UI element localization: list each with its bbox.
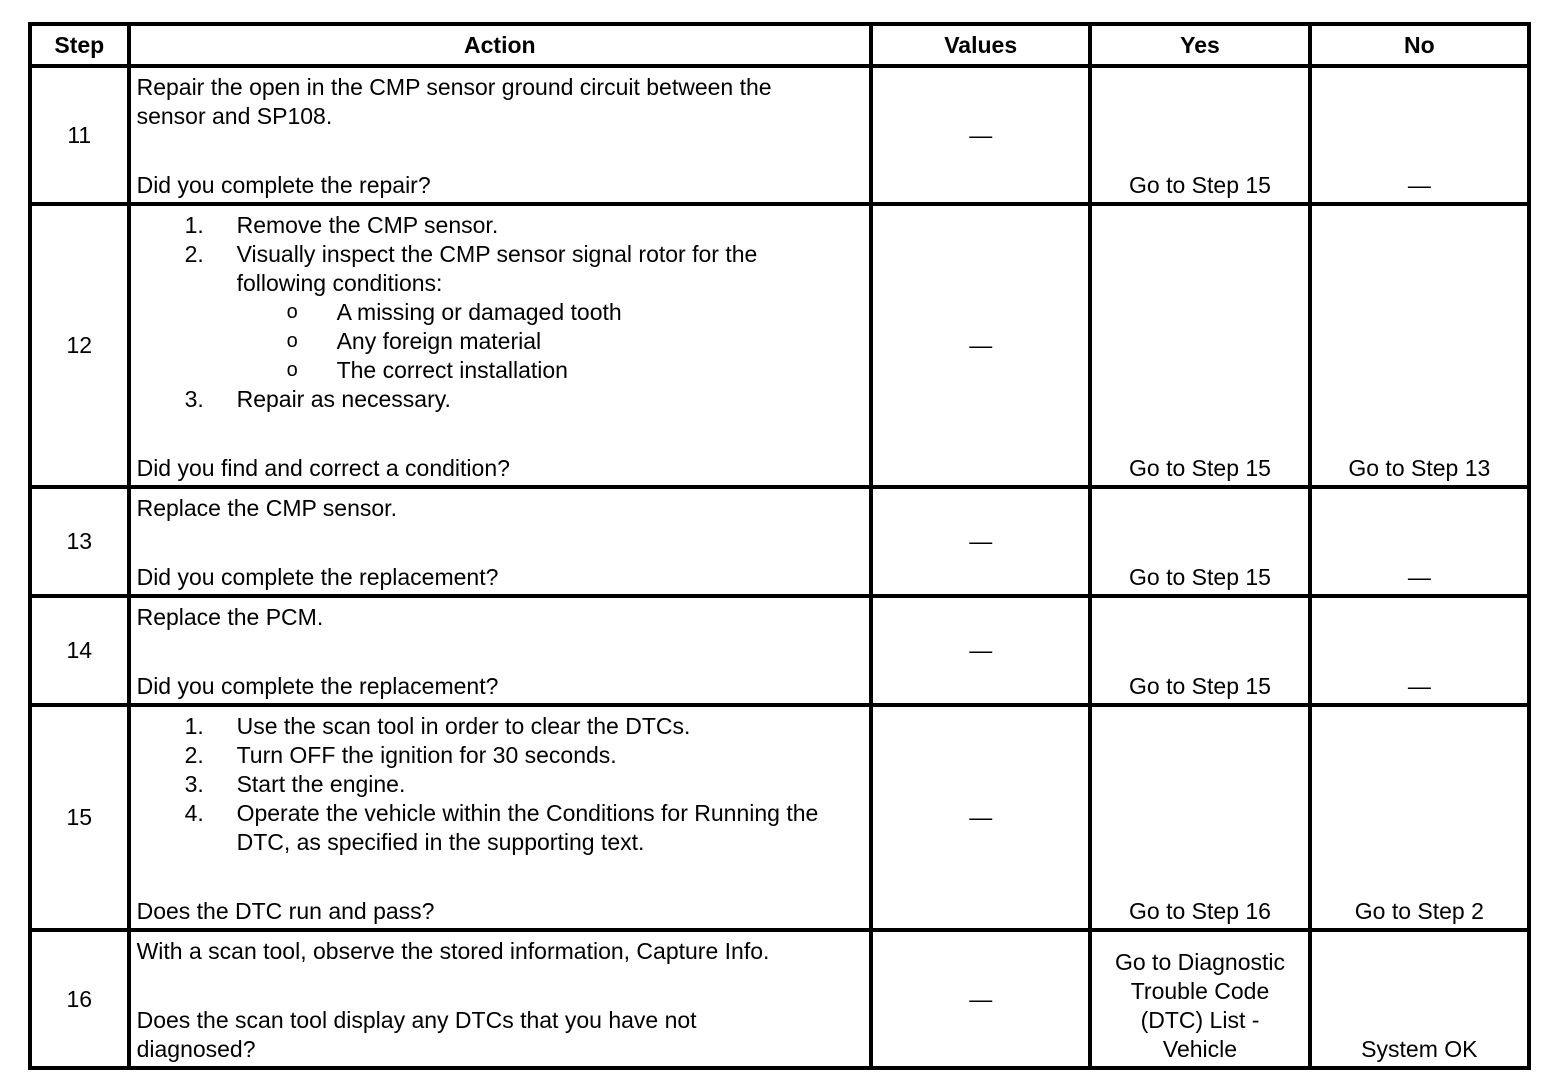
table-row — [30, 66, 1529, 204]
values-cell: — — [871, 930, 1090, 1068]
list-item: 3. Repair as necessary. — [184, 386, 451, 412]
list-item: 3. Start the engine. — [184, 771, 406, 797]
no-cell: — — [1310, 487, 1529, 596]
action-cell — [129, 204, 871, 487]
list-item: 2. Visually inspect the CMP sensor signal rotor for the following conditions: o A missing or damaged tooth o Any foreign material o The correct installation — [137, 240, 861, 385]
yes-cell: Go to Step 16 — [1090, 705, 1309, 930]
action-steps — [137, 211, 861, 414]
action-question: Does the scan tool display any DTCs that you have not diagnosed? — [136, 1007, 697, 1062]
diagnostic-table — [28, 22, 1531, 1070]
action-question: Did you complete the replacement? — [136, 673, 499, 699]
list-item: 1. Use the scan tool in order to clear the DTCs. — [184, 713, 691, 739]
values-cell: — — [871, 596, 1090, 705]
values-cell: — — [871, 204, 1090, 487]
action-intro: Replace the CMP sensor. — [136, 495, 397, 521]
action-intro: With a scan tool, observe the stored information, Capture Info. — [136, 938, 770, 964]
action-cell — [129, 487, 871, 596]
yes-cell: Go to Step 15 — [1090, 204, 1309, 487]
action-question: Did you complete the repair? — [136, 172, 431, 198]
action-cell — [129, 930, 871, 1068]
step-number: 11 — [30, 66, 129, 204]
header-action: Action — [129, 24, 871, 66]
yes-cell: Go to Step 15 — [1090, 66, 1309, 204]
list-item: 4. Operate the vehicle within the Conditions for Running the DTC, as specified in the supporting text. — [184, 800, 819, 855]
list-item: 2. Turn OFF the ignition for 30 seconds. — [184, 742, 617, 768]
action-cell — [129, 66, 871, 204]
header-values: Values — [871, 24, 1090, 66]
action-intro: Replace the PCM. — [136, 604, 324, 630]
step-number: 14 — [30, 596, 129, 705]
action-intro: Repair the open in the CMP sensor ground circuit between the sensor and SP108. — [136, 74, 772, 129]
sub-list-item: o The correct installation — [286, 357, 568, 383]
values-cell: — — [871, 66, 1090, 204]
action-question: Did you find and correct a condition? — [136, 455, 510, 481]
sub-list-item: o Any foreign material — [286, 328, 542, 354]
no-cell: — — [1310, 596, 1529, 705]
sub-list-item: o A missing or damaged tooth — [286, 299, 622, 325]
table-row — [30, 487, 1529, 596]
table-row — [30, 705, 1529, 930]
no-cell: Go to Step 2 — [1310, 705, 1529, 930]
header-row — [30, 24, 1529, 66]
list-item: 1. Remove the CMP sensor. — [184, 212, 499, 238]
step-number: 13 — [30, 487, 129, 596]
table-row — [30, 596, 1529, 705]
step-number: 15 — [30, 705, 129, 930]
no-cell: — — [1310, 66, 1529, 204]
no-cell: System OK — [1310, 930, 1529, 1068]
action-cell — [129, 705, 871, 930]
header-step: Step — [30, 24, 129, 66]
step-number: 12 — [30, 204, 129, 487]
action-question: Does the DTC run and pass? — [136, 898, 435, 924]
step-number: 16 — [30, 930, 129, 1068]
yes-cell: Go to Diagnostic Trouble Code (DTC) List - Vehicle — [1090, 930, 1309, 1068]
table-row — [30, 930, 1529, 1068]
table-row — [30, 204, 1529, 487]
values-cell: — — [871, 705, 1090, 930]
yes-cell: Go to Step 15 — [1090, 487, 1309, 596]
sub-list — [237, 298, 831, 385]
no-cell: Go to Step 13 — [1310, 204, 1529, 487]
action-question: Did you complete the replacement? — [136, 564, 499, 590]
header-no: No — [1310, 24, 1529, 66]
values-cell: — — [871, 487, 1090, 596]
header-yes: Yes — [1090, 24, 1309, 66]
action-cell — [129, 596, 871, 705]
yes-cell: Go to Step 15 — [1090, 596, 1309, 705]
action-steps — [137, 712, 861, 857]
